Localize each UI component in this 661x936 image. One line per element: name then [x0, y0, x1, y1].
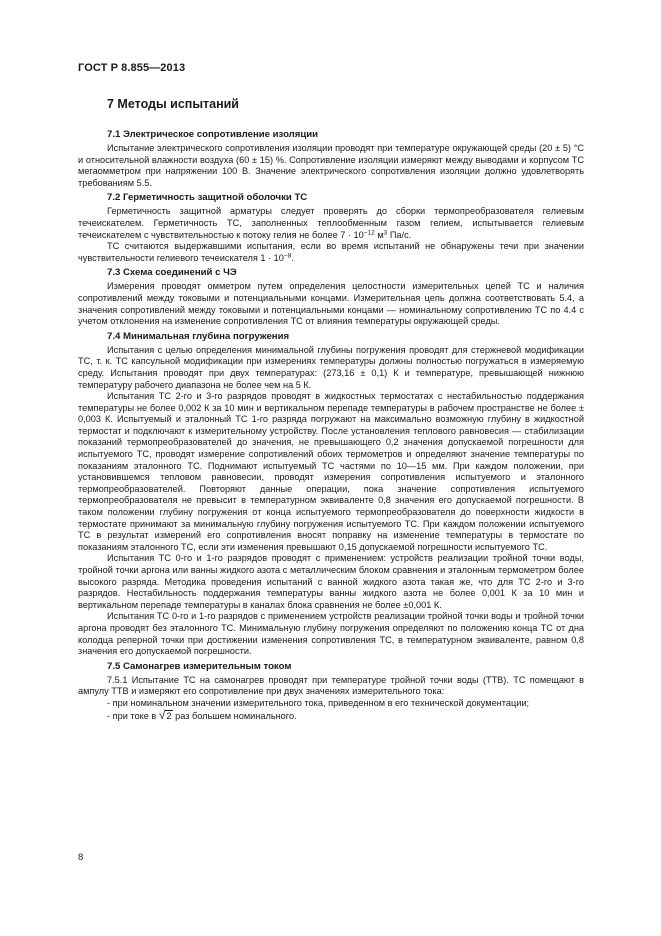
subsection-7-1-title: 7.1 Электрическое сопротивление изоляции: [107, 129, 319, 140]
section-title: 7 Методы испытаний: [107, 97, 239, 111]
text-run: м: [374, 229, 384, 240]
text-run: ТС считаются выдержавшими испытания, если во время испытаний не обнаружены течи при значении чувствительности гелиевого течеискателя 1 · 10: [78, 241, 584, 263]
radicand: 2: [166, 710, 172, 721]
list-item-1: - при номинальном значении измерительного тока, приведенном в его технической документации;: [107, 697, 530, 708]
subsection-7-4-paragraph-4: Испытания ТС 0-го и 1-го разрядов с применением устройств реализации тройной точки воды и тройной точки аргона проводят без эталонного ТС. Минимальную глубину погружения определяют по положению конца ТС от дна колодца реперной точки при достижении изменения сопротивления ТС, в температурном эквиваленте, равном 0,8 значения его допускаемой погрешности.: [78, 611, 584, 657]
exponent: 3: [383, 229, 388, 237]
document-header: ГОСТ Р 8.855—2013: [78, 62, 186, 74]
text-run: - при токе в: [107, 710, 159, 721]
subsection-7-4-paragraph-3: Испытания ТС 0-го и 1-го разрядов проводят с применением: устройств реализации тройной точки воды, тройной точки аргона или ванны жидкого азота с металлическим блоком сравнения и эталонным термометром более высокого разряда. Методика проведения испытаний с ванной жидкого азота такая же, что для ТС 2-го и 3-го разрядов. Нестабильность поддержания температуры ванны жидкого азота не более 0,001 К за 10 мин и вертикальном перепаде температуры в каналах блока сравнения не более ±0,001 К.: [78, 553, 584, 610]
subsection-7-5-1-paragraph: 7.5.1 Испытание ТС на самонагрев проводят при температуре тройной точки воды (ТТВ). ТС помещают в ампулу ТТВ и измеряют его сопротивление при двух значениях измерительного тока:: [78, 674, 584, 697]
page-number: 8: [78, 852, 84, 863]
square-root: [158, 707, 173, 722]
subsection-7-2-paragraph-2: [78, 241, 584, 264]
radical-sign: √: [158, 707, 166, 722]
subsection-7-5-title: 7.5 Самонагрев измерительным током: [107, 660, 292, 672]
subsection-7-2-title: 7.2 Герметичность защитной оболочки ТС: [107, 192, 308, 204]
text-run: раз большем номинального.: [172, 710, 297, 721]
exponent: −12: [363, 229, 375, 237]
subsection-7-3-paragraph: Измерения проводят омметром путем определения целостности измерительных цепей ТС и наличия сопротивлений между токовыми и потенциальными концами. Измерительная цепь должна соответствовать 5.4, а значения сопротивлений между токовыми и потенциальными концами — номинальному сопротивлению ТС по 4.4 с учетом отклонения на изменение сопротивления ТС от влияния температуры окружающей среды.: [78, 281, 584, 327]
exponent: −8: [283, 252, 292, 260]
text-run: Герметичность защитной арматуры следует проверять до сборки термопреобразователя гелиевым течеискателем. Герметичность ТС, заполненных теплообменным газом гелием, испытывается гелиевым течеискателем с чувствительностью к потоку гелия не более 7 · 10: [78, 206, 584, 240]
text-run: Па/с.: [387, 229, 412, 240]
text-run: .: [291, 252, 294, 263]
list-item-2: [78, 707, 584, 723]
page-content: [78, 126, 584, 722]
subsection-7-2-paragraph-1: [78, 206, 584, 241]
subsection-7-4-paragraph-1: Испытания с целью определения минимальной глубины погружения проводят для стержневой модификации ТС, т. к. ТС капсульной модификации при измерениях температуры должны полностью погружаться в измеряемую среду. Испытания проводят при двух температурах: (273,16 ± 0,1) К и температуре, превышающей нижнюю температуру рабочего диапазона не более чем на 5 К.: [78, 344, 584, 390]
subsection-7-4-title: 7.4 Минимальная глубина погружения: [107, 330, 290, 342]
subsection-7-1-paragraph: Испытание электрического сопротивления изоляции проводят при температуре окружающей среды (20 ± 5) °С и относительной влажности воздуха (60 ± 15) %. Сопротивление изоляции измеряют между выводами и корпусом ТС мегаомметром при напряжении 100 В. Значение электрического сопротивления изоляции должно удовлетворять требованиям 5.5.: [78, 143, 584, 188]
subsection-7-4-paragraph-2: Испытания ТС 2-го и 3-го разрядов проводят в жидкостных термостатах с нестабильностью поддержания температуры не более 0,002 К за 10 мин и вертикальном перепаде температуры в рабочем пространстве не более ± 0,003 К. Испытуемый и эталонный ТС 1-го разряда погружают на максимально возможную глубину в жидкостной термостат и подключают к измерительному устройству. После установления теплового равновесия — стабилизации показаний термопреобразователей до значения, не превышающего 0,2 значения допускаемой погрешности для испытуемого ТС, проводят измерение сопротивлений обоих термометров и определяют значение температуры по показаниям эталонного ТС. Поднимают испытуемый ТС частями по 10—15 мм. При каждом положении, при установившемся тепловом равновесии, проводят измерения сопротивления испытуемого и эталонного термопреобразователей. Повторяют данные операции, пока значение сопротивления испытуемого термопреобразователя не превысит в температурном эквиваленте 0,8 значения его допускаемой погрешности. В таком положении глубину погружения от конца испытуемого термопреобразователя до поверхности жидкости в термостате принимают за минимальную глубину погружения испытуемого ТС. При каждом положении испытуемого ТС в результат измерений его сопротивления вносят поправку на изменение температуры в термостате по показаниям эталонного ТС, если эти изменения превышают 0,15 допускаемой погрешности испытуемого ТС.: [78, 391, 584, 552]
subsection-7-3-title: 7.3 Схема соединений с ЧЭ: [107, 267, 237, 279]
